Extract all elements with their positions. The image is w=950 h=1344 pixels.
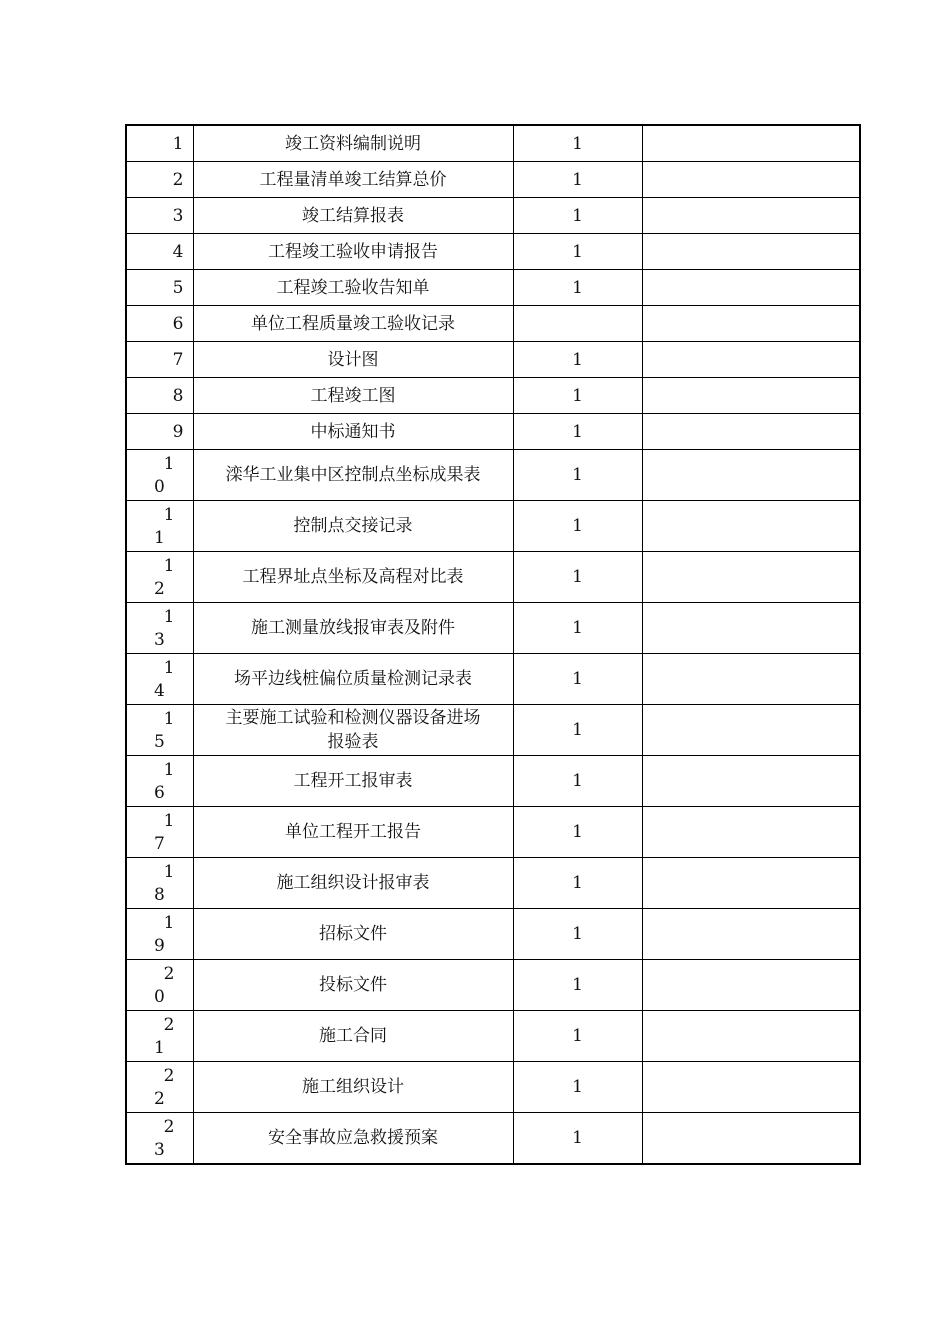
row-number-cell <box>126 306 193 342</box>
row-number: 5 <box>172 277 184 298</box>
row-number-cell <box>126 450 193 501</box>
table-row <box>126 162 860 198</box>
document-name-cell <box>193 450 513 501</box>
row-number: 1 9 <box>154 913 175 956</box>
quantity-cell <box>513 306 642 342</box>
table-row <box>126 342 860 378</box>
row-number-cell <box>126 1011 193 1062</box>
remark-cell <box>642 414 860 450</box>
remark-cell <box>642 807 860 858</box>
row-number: 1 5 <box>154 709 175 752</box>
document-name: 竣工资料编制说明 <box>285 133 421 154</box>
row-number: 4 <box>172 241 184 262</box>
quantity-cell: 1 <box>513 162 642 198</box>
table-row <box>126 654 860 705</box>
remark-cell <box>642 756 860 807</box>
document-name-cell <box>193 378 513 414</box>
row-number-cell <box>126 342 193 378</box>
remark-cell <box>642 501 860 552</box>
quantity-cell: 1 <box>513 450 642 501</box>
row-number-cell <box>126 162 193 198</box>
remark-cell <box>642 552 860 603</box>
document-name-cell <box>193 654 513 705</box>
document-name-cell <box>193 342 513 378</box>
quantity-cell: 1 <box>513 807 642 858</box>
remark-cell <box>642 1113 860 1165</box>
row-number: 1 1 <box>154 505 175 548</box>
document-name: 工程竣工验收告知单 <box>276 277 430 298</box>
table-row <box>126 1062 860 1113</box>
remark-cell <box>642 603 860 654</box>
remark-cell <box>642 909 860 960</box>
document-name-cell <box>193 234 513 270</box>
table-row <box>126 378 860 414</box>
quantity-cell: 1 <box>513 756 642 807</box>
row-number: 1 8 <box>154 862 175 905</box>
row-number: 2 <box>172 169 184 190</box>
row-number: 1 0 <box>154 454 175 497</box>
document-name: 中标通知书 <box>310 421 396 442</box>
quantity-cell: 1 <box>513 654 642 705</box>
quantity-cell: 1 <box>513 858 642 909</box>
quantity-cell: 1 <box>513 198 642 234</box>
document-name-cell <box>193 705 513 756</box>
row-number: 9 <box>172 421 184 442</box>
row-number: 2 2 <box>154 1066 175 1109</box>
remark-cell <box>642 162 860 198</box>
quantity-cell: 1 <box>513 234 642 270</box>
remark-cell <box>642 705 860 756</box>
table-row <box>126 234 860 270</box>
document-name: 主要施工试验和检测仪器设备进场报验表 <box>225 708 481 752</box>
row-number: 1 3 <box>154 607 175 650</box>
remark-cell <box>642 654 860 705</box>
row-number-cell <box>126 858 193 909</box>
row-number: 6 <box>172 313 184 334</box>
row-number: 1 <box>172 133 184 154</box>
table-row <box>126 450 860 501</box>
row-number-cell <box>126 414 193 450</box>
document-name: 工程开工报审表 <box>293 771 413 791</box>
document-name: 施工合同 <box>319 1026 387 1046</box>
table-row <box>126 270 860 306</box>
quantity-cell: 1 <box>513 501 642 552</box>
document-name-cell <box>193 1113 513 1165</box>
row-number-cell <box>126 552 193 603</box>
row-number-cell <box>126 960 193 1011</box>
row-number-cell <box>126 270 193 306</box>
document-name: 工程竣工图 <box>310 385 396 406</box>
quantity-cell: 1 <box>513 552 642 603</box>
remark-cell <box>642 450 860 501</box>
table-row <box>126 414 860 450</box>
table-row <box>126 306 860 342</box>
remark-cell <box>642 960 860 1011</box>
row-number-cell <box>126 909 193 960</box>
document-name: 施工组织设计 <box>302 1077 404 1097</box>
document-name: 滦华工业集中区控制点坐标成果表 <box>225 465 481 485</box>
quantity-cell: 1 <box>513 603 642 654</box>
quantity-cell: 1 <box>513 378 642 414</box>
table-row <box>126 1113 860 1165</box>
remark-cell <box>642 342 860 378</box>
row-number: 2 0 <box>154 964 175 1007</box>
row-number-cell <box>126 234 193 270</box>
document-name-cell <box>193 162 513 198</box>
table-row <box>126 960 860 1011</box>
table-row <box>126 1011 860 1062</box>
remark-cell <box>642 858 860 909</box>
table-row <box>126 909 860 960</box>
table-row <box>126 807 860 858</box>
document-name-cell <box>193 909 513 960</box>
quantity-cell: 1 <box>513 414 642 450</box>
quantity-cell: 1 <box>513 909 642 960</box>
remark-cell <box>642 306 860 342</box>
table-row <box>126 756 860 807</box>
document-name-cell <box>193 270 513 306</box>
document-name: 单位工程开工报告 <box>285 822 421 842</box>
document-name-cell <box>193 1062 513 1113</box>
quantity-cell: 1 <box>513 1062 642 1113</box>
row-number: 3 <box>172 205 184 226</box>
document-name-cell <box>193 501 513 552</box>
row-number-cell <box>126 705 193 756</box>
document-list-table <box>125 124 861 1165</box>
document-name: 单位工程质量竣工验收记录 <box>251 313 455 334</box>
row-number-cell <box>126 1113 193 1165</box>
row-number: 1 7 <box>154 811 175 854</box>
row-number-cell <box>126 807 193 858</box>
document-name-cell <box>193 306 513 342</box>
table-row <box>126 552 860 603</box>
row-number: 2 1 <box>154 1015 175 1058</box>
document-name: 工程竣工验收申请报告 <box>268 241 438 262</box>
remark-cell <box>642 1011 860 1062</box>
document-name-cell <box>193 552 513 603</box>
remark-cell <box>642 125 860 162</box>
row-number: 1 4 <box>154 658 175 701</box>
row-number-cell <box>126 198 193 234</box>
quantity-cell: 1 <box>513 705 642 756</box>
row-number: 1 2 <box>154 556 175 599</box>
document-name-cell <box>193 807 513 858</box>
remark-cell <box>642 378 860 414</box>
row-number-cell <box>126 1062 193 1113</box>
document-name-cell <box>193 603 513 654</box>
row-number: 8 <box>172 385 184 406</box>
document-name: 工程界址点坐标及高程对比表 <box>242 567 464 587</box>
document-name: 安全事故应急救援预案 <box>268 1128 438 1148</box>
document-name: 工程量清单竣工结算总价 <box>259 169 447 190</box>
document-name: 设计图 <box>327 349 379 370</box>
row-number: 7 <box>172 349 184 370</box>
row-number-cell <box>126 378 193 414</box>
remark-cell <box>642 1062 860 1113</box>
quantity-cell: 1 <box>513 125 642 162</box>
document-name-cell <box>193 414 513 450</box>
document-name-cell <box>193 1011 513 1062</box>
table-row <box>126 858 860 909</box>
table-row <box>126 198 860 234</box>
row-number-cell <box>126 756 193 807</box>
row-number-cell <box>126 654 193 705</box>
document-name: 招标文件 <box>319 924 387 944</box>
document-name: 竣工结算报表 <box>302 205 404 226</box>
quantity-cell: 1 <box>513 960 642 1011</box>
row-number-cell <box>126 125 193 162</box>
document-name-cell <box>193 960 513 1011</box>
row-number-cell <box>126 603 193 654</box>
document-name: 施工组织设计报审表 <box>276 873 430 893</box>
row-number: 1 6 <box>154 760 175 803</box>
quantity-cell: 1 <box>513 342 642 378</box>
document-name: 投标文件 <box>319 975 387 995</box>
quantity-cell: 1 <box>513 1011 642 1062</box>
row-number: 2 3 <box>154 1117 175 1160</box>
remark-cell <box>642 198 860 234</box>
table-body <box>126 125 860 1164</box>
quantity-cell: 1 <box>513 1113 642 1165</box>
document-name: 场平边线桩偏位质量检测记录表 <box>234 669 472 689</box>
table-row <box>126 125 860 162</box>
document-name-cell <box>193 125 513 162</box>
remark-cell <box>642 270 860 306</box>
table-row <box>126 705 860 756</box>
document-name-cell <box>193 198 513 234</box>
table-row <box>126 501 860 552</box>
row-number-cell <box>126 501 193 552</box>
table-row <box>126 603 860 654</box>
document-name-cell <box>193 858 513 909</box>
document-name-cell <box>193 756 513 807</box>
document-name: 施工测量放线报审表及附件 <box>251 618 455 638</box>
document-name: 控制点交接记录 <box>293 516 413 536</box>
remark-cell <box>642 234 860 270</box>
quantity-cell: 1 <box>513 270 642 306</box>
